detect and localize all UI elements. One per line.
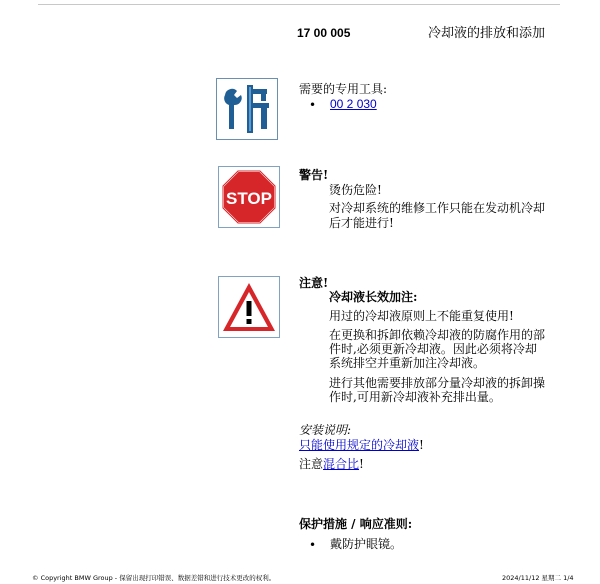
bullet-dot: • (309, 98, 317, 112)
stop-sign-icon (218, 166, 280, 228)
notice-para-2-line-3: 系统排空并重新加注冷却液。 (329, 356, 486, 370)
footer-date-page: 2024/11/12 星期二 1/4 (502, 574, 574, 582)
install-note-label: 安装说明: (299, 423, 352, 437)
tool-link-00-2-030[interactable]: 00 2 030 (330, 97, 377, 111)
footer-copyright: © Copyright BMW Group - 保留出现打印错误、数据差错和进行技术更改的权利。 (32, 574, 276, 582)
notice-para-1: 用过的冷却液原则上不能重复使用! (329, 309, 514, 323)
protection-item: 戴防护眼镜。 (330, 537, 403, 551)
document-title: 冷却液的排放和添加 (428, 26, 546, 41)
warning-text-2: 后才能进行! (329, 216, 394, 230)
protection-heading: 保护措施 / 响应准则: (299, 517, 413, 531)
special-tools-icon (216, 78, 278, 140)
install-note-line-2 (299, 457, 364, 472)
top-divider (38, 4, 560, 5)
coolant-spec-link[interactable]: 只能使用规定的冷却液 (299, 438, 420, 452)
notice-heading: 注意! (299, 276, 329, 290)
notice-subheading: 冷却液长效加注: (329, 290, 418, 304)
notice-para-3-line-1: 进行其他需要排放部分量冷却液的拆卸操 (329, 376, 546, 390)
install-note-prefix-2: 注意 (299, 457, 324, 471)
install-note-suffix-1: ! (419, 438, 424, 452)
warning-text-1: 对冷却系统的维修工作只能在发动机冷却 (329, 201, 546, 215)
notice-para-2-line-2: 件时,必须更新冷却液。因此必须将冷却 (329, 342, 537, 356)
tools-heading: 需要的专用工具: (299, 82, 388, 96)
caution-triangle-icon (218, 276, 280, 338)
bullet-dot: • (309, 538, 317, 552)
install-note-suffix-2: ! (359, 457, 364, 471)
warning-heading: 警告! (299, 168, 329, 182)
install-note-line-1 (299, 438, 424, 453)
notice-para-2-line-1: 在更换和拆卸依赖冷却液的防腐作用的部 (329, 328, 546, 342)
notice-para-3-line-2: 作时,可用新冷却液补充排出量。 (329, 390, 501, 404)
stop-sign-text: STOP (226, 189, 272, 208)
document-number: 17 00 005 (297, 26, 351, 40)
warning-line: 烫伤危险! (329, 183, 382, 197)
mixing-ratio-link[interactable]: 混合比 (323, 457, 360, 471)
